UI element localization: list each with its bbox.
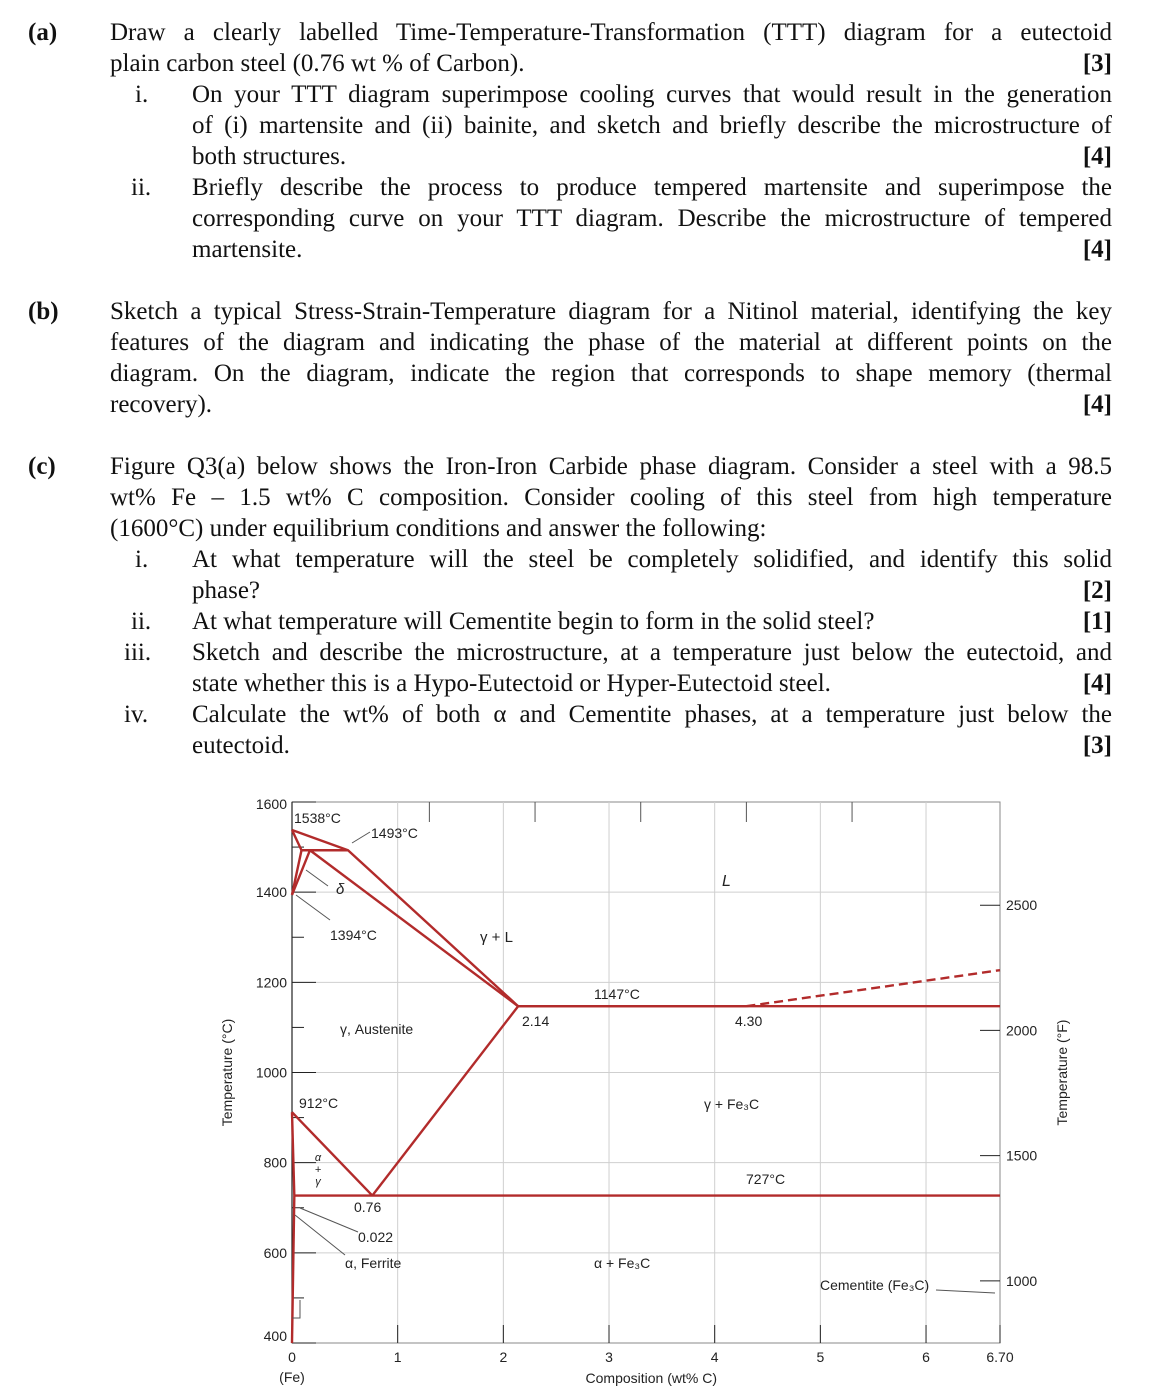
- leader-1493: [352, 832, 370, 843]
- question-c-iii-line-2: state whether this is a Hypo-Eutectoid or Hyper-Eutectoid steel.: [192, 670, 831, 697]
- question-a-marks: [3]: [1082, 50, 1112, 77]
- series-a3-line: [292, 1112, 372, 1195]
- x-tick-label-3: 3: [605, 1349, 613, 1365]
- x-tick-label-4: 4: [710, 1349, 719, 1365]
- x-tick-label-6: 6: [922, 1349, 930, 1365]
- question-c-iv-number: iv.: [124, 701, 149, 728]
- question-a-i-line-3: both structures.: [192, 143, 347, 170]
- y-tick-label-4: 1200: [255, 974, 287, 991]
- question-b-marks: [4]: [1082, 391, 1112, 418]
- label-L: L: [722, 873, 731, 890]
- question-c-iv-line-2: eutectoid.: [192, 732, 290, 759]
- x-axis-label: Composition (wt% C): [585, 1370, 718, 1386]
- question-a-i-number: i.: [135, 81, 149, 108]
- label-t912: 912°C: [299, 1095, 339, 1111]
- question-a-line-2: plain carbon steel (0.76 wt % of Carbon).: [110, 50, 525, 77]
- question-a-ii-line-1: Briefly describe the process to produce tempered martensite and superimpose the: [192, 174, 1112, 201]
- question-a-ii-line-2: corresponding curve on your TTT diagram. Describe the microstructure of tempered: [192, 205, 1112, 232]
- label-delta: δ: [336, 881, 345, 898]
- question-c-line-2: wt% Fe – 1.5 wt% C composition. Consider cooling of this steel from high temperature: [110, 484, 1112, 511]
- question-a-i-line-1: On your TTT diagram superimpose cooling curves that would result in the generation: [192, 81, 1112, 108]
- label-t1538: 1538°C: [294, 810, 341, 826]
- x-tick-label-5: 5: [816, 1349, 825, 1365]
- question-b-label: (b): [28, 298, 59, 325]
- label-alpha-gamma-1: +: [314, 1164, 322, 1176]
- label-alphaFe3C: α + Fe₃C: [594, 1255, 651, 1271]
- question-c-ii-line-1: At what temperature will Cementite begin to form in the solid steel?: [192, 608, 875, 635]
- leader-delta: [306, 870, 328, 886]
- axis-ticks: [219, 796, 1070, 1386]
- question-c-i-marks: [2]: [1082, 577, 1112, 604]
- label-gammaL: γ + L: [480, 929, 513, 946]
- question-c-ii-marks: [1]: [1082, 608, 1112, 635]
- series-liquidus-left: [292, 830, 746, 1006]
- question-a-ii-number: ii.: [131, 174, 152, 201]
- question-b-line-4: recovery).: [110, 391, 213, 418]
- question-a-i-marks: [4]: [1082, 143, 1112, 170]
- label-c430: 4.30: [735, 1013, 763, 1029]
- y-axis-label: Temperature (°C): [219, 1018, 235, 1127]
- question-c-iii-number: iii.: [124, 639, 152, 666]
- label-cementite: Cementite (Fe₃C): [820, 1277, 930, 1293]
- y-tick-label-0: 400: [263, 1328, 287, 1344]
- x-tick-sub-label: (Fe): [279, 1369, 305, 1385]
- question-c-iii-marks: [4]: [1082, 670, 1112, 697]
- phase-diagram: [210, 780, 1070, 1390]
- question-a-label: (a): [28, 19, 58, 46]
- label-t1394: 1394°C: [330, 927, 377, 943]
- y-right-tick-label-0: 1000: [1006, 1272, 1038, 1289]
- question-a-i-line-2: of (i) martensite and (ii) bainite, and sketch and briefly describe the microstructure of: [192, 112, 1112, 139]
- leader-1394: [296, 895, 330, 920]
- question-b-line-1: Sketch a typical Stress-Strain-Temperature diagram for a Nitinol material, identifying the key: [110, 298, 1112, 325]
- question-a-ii-line-3: martensite.: [192, 236, 303, 263]
- y-right-axis-label: Temperature (°F): [1054, 1019, 1070, 1126]
- label-c0022: 0.022: [358, 1229, 394, 1245]
- series-liquidus-right: [746, 970, 1000, 1006]
- leader-ferrite: [295, 1215, 345, 1255]
- label-c214: 2.14: [522, 1013, 550, 1029]
- question-c-i-line-1: At what temperature will the steel be completely solidified, and identify this solid: [192, 546, 1112, 573]
- question-a-ii-marks: [4]: [1082, 236, 1112, 263]
- y-right-tick-label-1: 1500: [1006, 1147, 1038, 1164]
- leader-cementite: [936, 1290, 995, 1293]
- label-t1493: 1493°C: [371, 825, 418, 841]
- label-alpha-gamma-2: γ: [315, 1176, 321, 1188]
- label-t1147: 1147°C: [594, 986, 640, 1002]
- question-c-i-line-2: phase?: [192, 577, 261, 604]
- x-tick-label-0: 0: [288, 1349, 296, 1365]
- diagram-labels: [294, 810, 929, 1293]
- question-c-iii-line-1: Sketch and describe the microstructure, at a temperature just below the eutectoid, and: [192, 639, 1112, 666]
- x-tick-label-1: 1: [393, 1349, 402, 1365]
- label-ferrite: α, Ferrite: [345, 1255, 402, 1271]
- leader-0022: [300, 1208, 358, 1232]
- label-alpha-gamma-0: α: [314, 1152, 322, 1164]
- question-b-line-2: features of the diagram and indicating the phase of the material at different points on the: [110, 329, 1112, 356]
- x-tick-label-7: 6.70: [986, 1349, 1014, 1365]
- y-right-tick-label-2: 2000: [1006, 1022, 1038, 1039]
- y-tick-label-3: 1000: [255, 1064, 287, 1081]
- question-c-iv-marks: [3]: [1082, 732, 1112, 759]
- question-c-ii-number: ii.: [131, 608, 152, 635]
- x-tick-label-2: 2: [499, 1349, 508, 1365]
- label-austenite: γ, Austenite: [340, 1021, 414, 1037]
- y-tick-label-2: 800: [263, 1154, 287, 1171]
- question-c-i-number: i.: [135, 546, 149, 573]
- y-tick-label-1: 600: [263, 1244, 287, 1261]
- question-a-line-1: Draw a clearly labelled Time-Temperature-Transformation (TTT) diagram for a eutectoid: [110, 19, 1112, 46]
- y-tick-label-5: 1400: [255, 884, 287, 901]
- y-tick-label-6: 1600: [255, 796, 287, 812]
- question-c-line-1: Figure Q3(a) below shows the Iron-Iron Carbide phase diagram. Consider a steel with a 98.5: [110, 453, 1112, 480]
- question-c-iv-line-1: Calculate the wt% of both α and Cementite phases, at a temperature just below the: [192, 701, 1112, 728]
- question-c-line-3: (1600°C) under equilibrium conditions and answer the following:: [110, 515, 767, 542]
- label-t727: 727°C: [746, 1171, 786, 1187]
- label-c076: 0.76: [354, 1199, 382, 1215]
- question-c-label: (c): [28, 453, 56, 480]
- label-gammaFe3C: γ + Fe₃C: [704, 1096, 760, 1112]
- question-b-line-3: diagram. On the diagram, indicate the region that corresponds to shape memory (thermal: [110, 360, 1112, 387]
- y-right-tick-label-3: 2500: [1006, 897, 1038, 914]
